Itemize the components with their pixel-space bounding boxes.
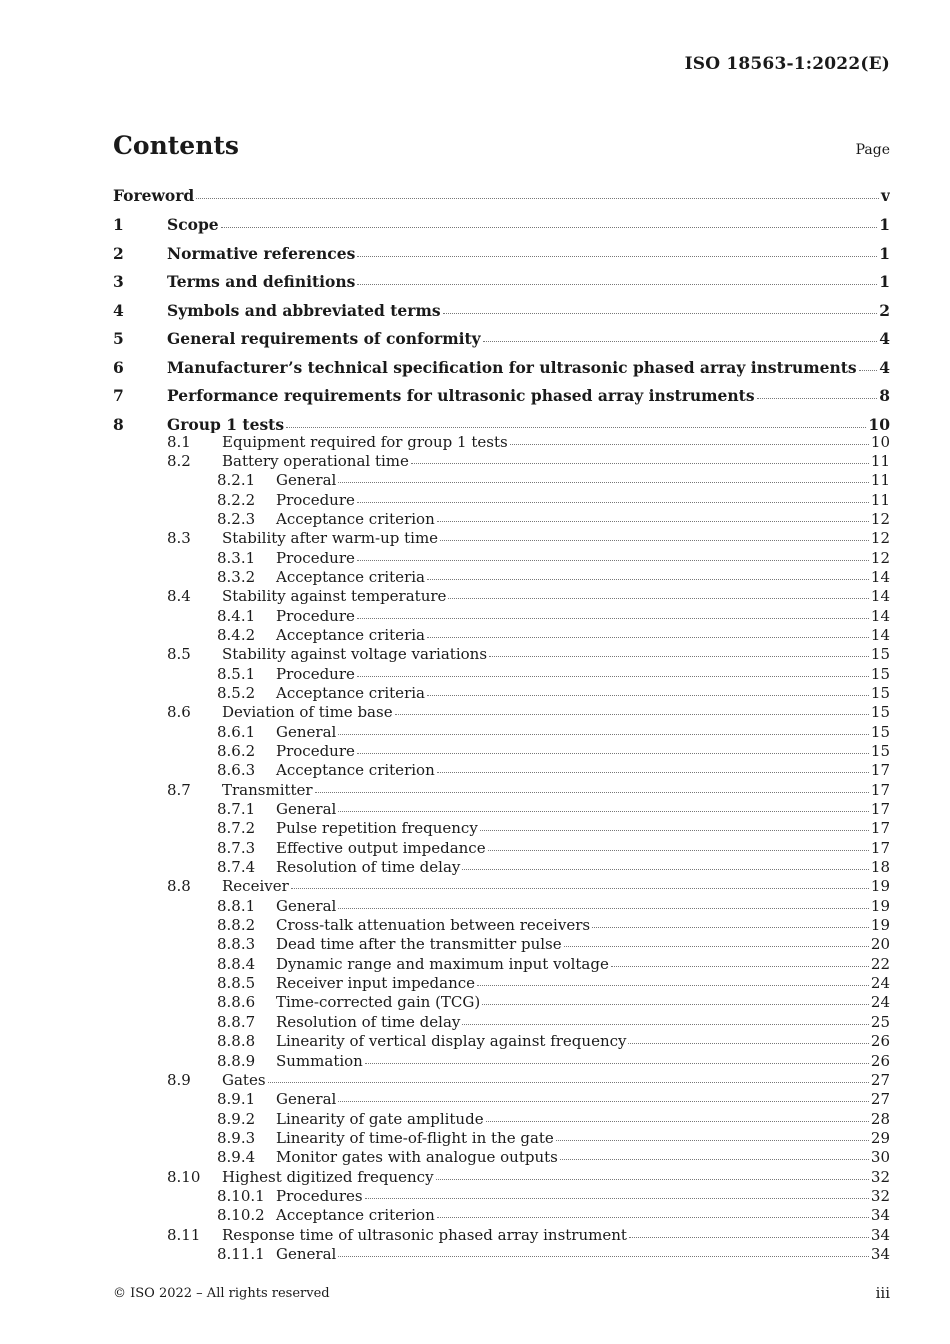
toc-entry[interactable] (113, 935, 890, 954)
toc-entry-title: Monitor gates with analogue outputs (276, 1148, 558, 1167)
toc-entry-title: Scope (167, 215, 219, 234)
toc-entry-number: 2 (113, 243, 124, 263)
toc-entry-number: 4 (113, 300, 124, 320)
page-number: iii (875, 1284, 890, 1302)
dot-leader (268, 1082, 869, 1083)
toc-entry-title: General (276, 471, 337, 490)
toc-entry[interactable] (113, 1206, 890, 1225)
toc-entry-title: Battery operational time (222, 451, 409, 470)
toc-entry[interactable] (113, 993, 890, 1012)
toc-entry[interactable] (113, 974, 890, 993)
toc-entry-page: 12 (870, 529, 890, 548)
dot-leader (488, 850, 869, 851)
toc-entry-number: 8 (113, 414, 124, 433)
toc-entry-page: 26 (870, 1051, 890, 1070)
toc-entry-title: Highest digitized frequency (222, 1167, 434, 1186)
toc-entry-number: 5 (113, 329, 124, 348)
toc-entry[interactable] (113, 703, 890, 722)
toc-entry-page: 2 (879, 300, 890, 320)
toc-entry[interactable] (113, 1071, 890, 1090)
toc-entry-number: 8.5.2 (217, 683, 256, 702)
dot-leader (477, 985, 869, 986)
toc-entry-page: 25 (870, 1012, 890, 1031)
dot-leader (427, 637, 869, 638)
toc-entry-title: Resolution of time delay (276, 1012, 461, 1031)
dot-leader (357, 502, 869, 503)
toc-entry[interactable] (113, 858, 890, 877)
dot-leader (489, 656, 869, 657)
dot-leader (338, 811, 869, 812)
toc-entry-title: Procedures (276, 1186, 363, 1205)
dot-leader (357, 256, 877, 257)
toc-entry-title: Procedure (276, 548, 355, 567)
dot-leader (357, 560, 869, 561)
toc-entry-number: 8.7.3 (217, 838, 256, 857)
toc-entry-page: 32 (870, 1186, 890, 1205)
dot-leader (486, 1121, 869, 1122)
toc-entry-number: 8.4 (167, 587, 191, 606)
toc-entry-title: Receiver (222, 877, 289, 896)
toc-entry-number: 8.8.5 (217, 974, 256, 993)
dot-leader (462, 869, 869, 870)
dot-leader (427, 579, 869, 580)
toc-entry[interactable] (113, 1032, 890, 1051)
toc-entry-title: Effective output impedance (276, 838, 486, 857)
toc-entry-title: Gates (222, 1070, 266, 1089)
dot-leader (338, 1101, 869, 1102)
toc-entry-number: 8.4.1 (217, 606, 256, 625)
toc-entry-number: 3 (113, 272, 124, 291)
toc-entry-page: 34 (870, 1206, 890, 1225)
dot-leader (437, 1217, 869, 1218)
toc-entry-title: Acceptance criterion (276, 509, 435, 528)
toc-entry-page: 27 (870, 1070, 890, 1089)
toc-entry-number: 8.10 (167, 1167, 201, 1186)
toc-entry-title: Acceptance criterion (276, 1206, 435, 1225)
toc-entry[interactable] (113, 568, 890, 587)
toc-entry[interactable] (113, 271, 890, 300)
toc-entry[interactable] (113, 243, 890, 272)
toc-entry-page: 15 (870, 742, 890, 760)
dot-leader (196, 198, 879, 199)
dot-leader (611, 966, 869, 967)
toc-entry-title: Manufacturer’s technical specification for ultrasonic phased array instruments (167, 357, 857, 377)
dot-leader (560, 1159, 869, 1160)
dot-leader (395, 714, 869, 715)
dot-leader (440, 540, 869, 541)
dot-leader (564, 946, 869, 947)
toc-entry-number: 8.10.2 (217, 1206, 265, 1225)
toc-entry-number: 6 (113, 357, 124, 377)
toc-entry-title: Transmitter (222, 780, 313, 799)
toc-entry-number: 8.2.3 (217, 509, 256, 528)
toc-entry-number: 8.3.2 (217, 567, 256, 586)
toc-entry[interactable] (113, 955, 890, 974)
toc-entry-title: Stability against temperature (222, 587, 447, 606)
toc-entry-page: 11 (870, 490, 890, 509)
toc-entry-page: 15 (870, 703, 890, 722)
toc-entry-page: 17 (870, 838, 890, 857)
toc-entry-number: 8.7 (167, 780, 191, 799)
toc-entry-page: 15 (870, 683, 890, 702)
toc-entry-title: General (276, 896, 337, 915)
toc-entry-number: 8.7.2 (217, 819, 256, 838)
toc-entry-title: Acceptance criteria (276, 683, 425, 702)
dot-leader (338, 908, 869, 909)
toc-entry-title: Time-corrected gain (TCG) (276, 993, 481, 1012)
toc-entry[interactable] (113, 1110, 890, 1129)
toc-entry[interactable] (113, 684, 890, 703)
dot-leader (365, 1063, 869, 1064)
toc-entry-number: 8.9 (167, 1070, 191, 1089)
toc-entry-page: 27 (870, 1090, 890, 1109)
toc-entry-number: 8.5.1 (217, 664, 256, 683)
toc-entry[interactable] (113, 723, 890, 742)
dot-leader (628, 1043, 868, 1044)
toc-entry-page: 32 (870, 1167, 890, 1186)
toc-entry[interactable] (113, 452, 890, 471)
toc-entry-title: Equipment required for group 1 tests (222, 432, 508, 451)
toc-entry-number: 8.8.8 (217, 1032, 256, 1051)
toc-entry-page: 17 (870, 761, 890, 780)
toc-entry-number: 8.7.4 (217, 858, 256, 877)
toc-entry-number: 8.9.3 (217, 1128, 256, 1147)
toc-entry-page: 17 (870, 780, 890, 799)
toc-entry[interactable] (113, 645, 890, 664)
toc-entry-title: General (276, 722, 337, 741)
toc-entry-number: 8.9.2 (217, 1109, 256, 1128)
toc-entry-title: Dead time after the transmitter pulse (276, 935, 562, 954)
toc-entry[interactable] (113, 877, 890, 896)
toc-entry-number: 8.8.4 (217, 954, 256, 973)
toc-entry[interactable] (113, 1168, 890, 1187)
dot-leader (483, 341, 878, 342)
toc-entry[interactable] (113, 761, 890, 780)
toc-entry-number: 8.10.1 (217, 1186, 265, 1205)
toc-entry-title: Dynamic range and maximum input voltage (276, 954, 609, 973)
toc-entry[interactable] (113, 819, 890, 838)
dot-leader (411, 463, 869, 464)
dot-leader (338, 1256, 869, 1257)
toc-entry-number: 8.9.1 (217, 1090, 256, 1109)
toc-entry[interactable] (113, 1226, 890, 1245)
toc-entry-page: 11 (870, 451, 890, 470)
toc-entry-page: 1 (879, 243, 890, 263)
dot-leader (462, 1024, 869, 1025)
toc-entry-title: Procedure (276, 606, 355, 625)
toc-entry-number: 8.2 (167, 451, 191, 470)
toc-entry[interactable] (113, 214, 890, 243)
toc-entry-title: Group 1 tests (167, 414, 285, 433)
dot-leader (365, 1198, 869, 1199)
toc-entry-number: 8.8.7 (217, 1012, 256, 1031)
dot-leader (357, 676, 869, 677)
dot-leader (338, 734, 869, 735)
toc-entry-number: 8.8.6 (217, 993, 256, 1012)
toc-entry[interactable] (113, 328, 890, 357)
toc-entry-title: Deviation of time base (222, 703, 393, 722)
table-of-contents (113, 185, 890, 1264)
toc-entry-page: 15 (870, 722, 890, 741)
toc-entry[interactable] (113, 1148, 890, 1167)
toc-entry-title: Receiver input impedance (276, 974, 476, 993)
toc-entry-title: Linearity of time-of-flight in the gate (276, 1128, 554, 1147)
toc-entry-number: 8.2.2 (217, 490, 256, 509)
dot-leader (286, 427, 866, 428)
dot-leader (592, 927, 869, 928)
toc-entry-page: 24 (870, 993, 890, 1012)
toc-entry-number: 8.6.1 (217, 722, 256, 741)
toc-entry-title: Linearity of gate amplitude (276, 1109, 484, 1128)
toc-entry-page: 10 (868, 414, 890, 433)
toc-entry-title: Acceptance criterion (276, 761, 435, 780)
dot-leader (357, 284, 877, 285)
dot-leader (859, 370, 878, 371)
toc-entry[interactable] (113, 300, 890, 329)
toc-entry-number: 8.6 (167, 703, 191, 722)
toc-entry-title: Acceptance criteria (276, 567, 425, 586)
toc-entry[interactable] (113, 529, 890, 548)
toc-entry-foreword[interactable] (113, 185, 890, 214)
dot-leader (448, 598, 868, 599)
toc-entry-page: 19 (870, 916, 890, 935)
toc-entry-page: 17 (870, 819, 890, 838)
toc-entry-number: 8.9.4 (217, 1148, 256, 1167)
toc-entry[interactable] (113, 491, 890, 510)
toc-entry-title: Cross-talk attenuation between receivers (276, 916, 591, 935)
toc-entry[interactable] (113, 897, 890, 916)
copyright-notice: © ISO 2022 – All rights reserved (113, 1286, 330, 1301)
toc-entry-page: 14 (870, 567, 890, 586)
toc-entry[interactable] (113, 433, 890, 452)
toc-entry-title: Pulse repetition frequency (276, 819, 478, 838)
toc-entry-page: 14 (870, 606, 890, 625)
toc-entry-number: 8.7.1 (217, 800, 256, 819)
toc-entry-page: 14 (870, 587, 890, 606)
toc-entry-title: General requirements of conformity (167, 329, 481, 348)
toc-entry[interactable] (113, 1245, 890, 1264)
toc-entry-title: Response time of ultrasonic phased array instrument (222, 1225, 627, 1244)
toc-entry-number: 8.11.1 (217, 1244, 265, 1263)
dot-leader (437, 521, 869, 522)
toc-entry-number: 8.8.2 (217, 916, 256, 935)
toc-entry-title: Stability against voltage variations (222, 645, 488, 664)
dot-leader (437, 772, 869, 773)
toc-entry-page: 1 (879, 215, 890, 234)
toc-entry-page: 12 (870, 548, 890, 567)
toc-entry-page: 18 (870, 858, 890, 877)
toc-entry-page: 29 (870, 1128, 890, 1147)
toc-entry-page: 19 (870, 896, 890, 915)
dot-leader (315, 792, 869, 793)
toc-entry[interactable] (113, 607, 890, 626)
toc-entry-number: 8.5 (167, 645, 191, 664)
toc-entry-page: 4 (879, 329, 890, 348)
toc-entry-title: Symbols and abbreviated terms (167, 300, 441, 320)
toc-entry-title: Foreword (113, 186, 195, 205)
toc-entry-title: Resolution of time delay (276, 858, 461, 877)
toc-entry-page: 12 (870, 509, 890, 528)
toc-entry-title: Linearity of vertical display against frequency (276, 1032, 627, 1051)
toc-entry-page: 22 (870, 954, 890, 973)
toc-entry[interactable] (113, 549, 890, 568)
contents-title: Contents (113, 131, 240, 160)
toc-entry[interactable] (113, 1013, 890, 1032)
toc-entry-number: 1 (113, 215, 124, 234)
toc-entry-page: 11 (870, 471, 890, 490)
dot-leader (510, 444, 869, 445)
toc-entry-title: Procedure (276, 664, 355, 683)
toc-entry-title: Terms and definitions (167, 272, 356, 291)
toc-entry-title: Stability after warm-up time (222, 529, 439, 548)
toc-entry-page: 15 (870, 645, 890, 664)
toc-entry-number: 7 (113, 386, 124, 405)
toc-entry-number: 8.1 (167, 432, 191, 451)
toc-entry[interactable] (113, 587, 890, 606)
toc-entry-page: 34 (870, 1225, 890, 1244)
toc-entry[interactable] (113, 665, 890, 684)
toc-entry-title: General (276, 800, 337, 819)
toc-entry-page: 10 (870, 432, 890, 451)
toc-entry-number: 8.8.9 (217, 1051, 256, 1070)
toc-entry-page: 14 (870, 625, 890, 644)
dot-leader (338, 482, 869, 483)
toc-entry-number: 8.6.3 (217, 761, 256, 780)
toc-entry[interactable] (113, 1052, 890, 1071)
dot-leader (357, 618, 869, 619)
toc-entry-title: Summation (276, 1051, 363, 1070)
toc-entry-number: 8.11 (167, 1225, 201, 1244)
toc-entry[interactable] (113, 510, 890, 529)
toc-entry-number: 8.3 (167, 529, 191, 548)
dot-leader (291, 888, 869, 889)
toc-entry-number: 8.4.2 (217, 625, 256, 644)
toc-entry-number: 8.8 (167, 877, 191, 896)
toc-entry[interactable] (113, 800, 890, 819)
toc-entry-page: 30 (870, 1148, 890, 1167)
toc-entry-title: Normative references (167, 243, 356, 263)
toc-entry-page: 24 (870, 974, 890, 993)
toc-entry-page: 34 (870, 1244, 890, 1263)
toc-entry-number: 8.2.1 (217, 471, 256, 490)
toc-entry-page: 19 (870, 877, 890, 896)
toc-entry[interactable] (113, 626, 890, 645)
dot-leader (427, 695, 869, 696)
toc-entry-title: Acceptance criteria (276, 625, 425, 644)
toc-entry[interactable] (113, 1090, 890, 1109)
toc-entry-page: 4 (879, 357, 890, 377)
dot-leader (556, 1140, 869, 1141)
toc-entry[interactable] (113, 1129, 890, 1148)
toc-entry-title: General (276, 1244, 337, 1263)
toc-entry-page: 26 (870, 1032, 890, 1051)
toc-entry-page: 1 (879, 272, 890, 291)
toc-entry[interactable] (113, 1187, 890, 1206)
toc-entry-page: 8 (879, 386, 890, 405)
dot-leader (357, 753, 869, 754)
toc-entry[interactable] (113, 839, 890, 858)
toc-entry-page: 15 (870, 664, 890, 683)
toc-entry[interactable] (113, 471, 890, 490)
toc-entry-page: 20 (870, 935, 890, 954)
toc-entry[interactable] (113, 385, 890, 414)
toc-entry[interactable] (113, 357, 890, 386)
toc-entry-page: 17 (870, 800, 890, 819)
toc-entry[interactable] (113, 781, 890, 800)
toc-entry-number: 8.8.1 (217, 896, 256, 915)
toc-entry[interactable] (113, 414, 890, 433)
toc-entry-title: Performance requirements for ultrasonic phased array instruments (167, 386, 755, 405)
toc-entry-number: 8.6.2 (217, 742, 256, 760)
document-code: ISO 18563-1:2022(E) (684, 54, 890, 74)
toc-entry-title: Procedure (276, 490, 355, 509)
toc-entry-number: 8.3.1 (217, 548, 256, 567)
toc-entry-title: Procedure (276, 742, 355, 760)
dot-leader (629, 1237, 869, 1238)
toc-entry-page: v (880, 186, 890, 205)
toc-entry[interactable] (113, 916, 890, 935)
toc-entry-title: General (276, 1090, 337, 1109)
toc-entry[interactable] (113, 742, 890, 761)
dot-leader (480, 830, 869, 831)
page-column-label: Page (855, 142, 890, 158)
dot-leader (757, 398, 878, 399)
dot-leader (443, 313, 878, 314)
dot-leader (436, 1179, 869, 1180)
toc-entry-number: 8.8.3 (217, 935, 256, 954)
dot-leader (482, 1004, 869, 1005)
dot-leader (221, 227, 878, 228)
toc-entry-page: 28 (870, 1109, 890, 1128)
